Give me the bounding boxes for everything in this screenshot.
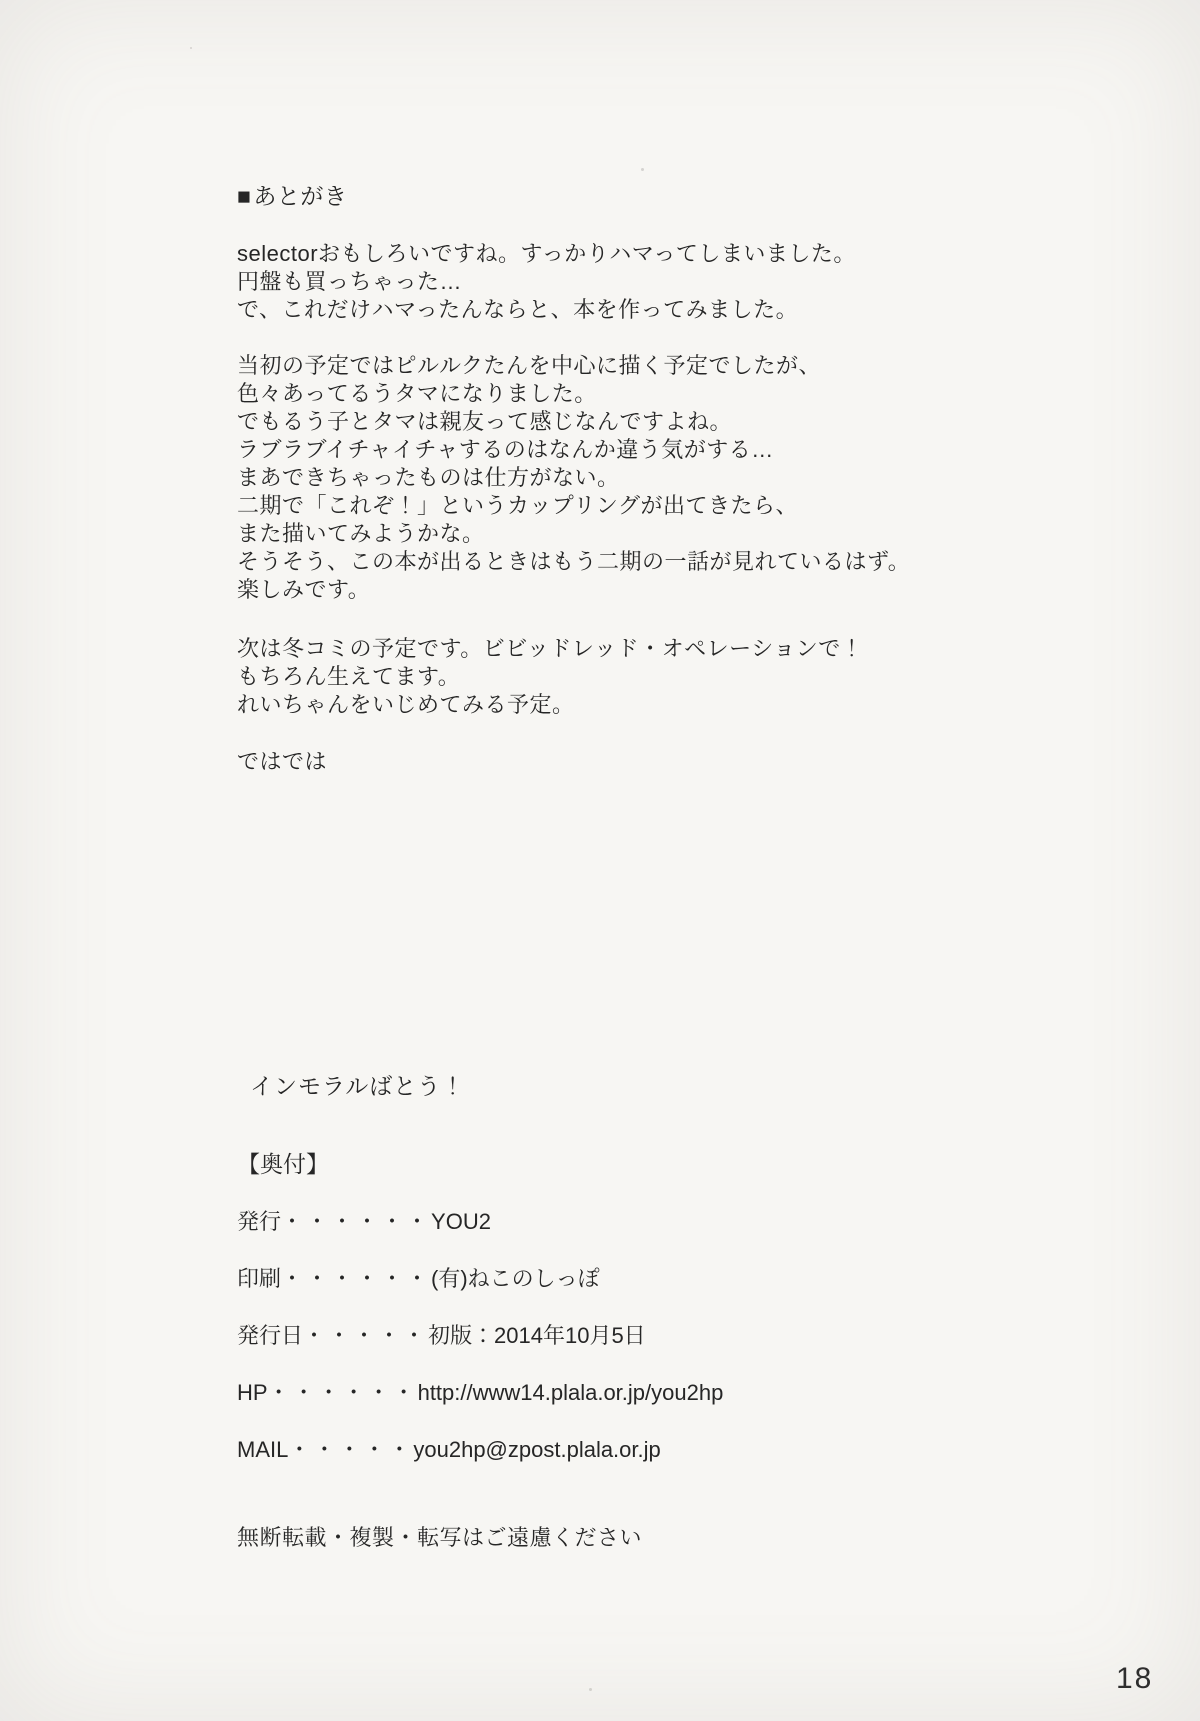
dot-leader: ・・・・・・ bbox=[281, 1209, 432, 1234]
paragraph-next-plans bbox=[237, 635, 910, 719]
text-line: で、これだけハマったんならと、本を作ってみました。 bbox=[237, 297, 799, 322]
colophon-row-date bbox=[237, 1322, 723, 1350]
colophon-value: 初版：2014年10月5日 bbox=[428, 1323, 646, 1348]
dot-leader: ・・・・・ bbox=[303, 1323, 429, 1348]
closing-line: ではでは bbox=[237, 749, 328, 774]
text-line: 二期で「これぞ！」というカップリングが出てきたら、 bbox=[237, 493, 798, 518]
colophon-heading: 【奥付】 bbox=[237, 1151, 329, 1177]
colophon-label: MAIL bbox=[237, 1437, 289, 1462]
afterword-heading bbox=[237, 182, 910, 210]
colophon-label: HP bbox=[237, 1380, 268, 1405]
text-line: そうそう、この本が出るときはもう二期の一話が見れているはず。 bbox=[237, 549, 911, 574]
text-line: もちろん生えてます。 bbox=[237, 664, 461, 689]
afterword-heading-text: あとがき bbox=[253, 183, 348, 209]
colophon-label: 発行日 bbox=[237, 1323, 304, 1348]
dot-leader: ・・・・・ bbox=[288, 1437, 414, 1462]
colophon-value-email: you2hp@zpost.plala.or.jp bbox=[413, 1437, 661, 1462]
scan-speck bbox=[589, 1688, 592, 1691]
scan-speck bbox=[641, 168, 644, 171]
dot-leader: ・・・・・・ bbox=[267, 1380, 418, 1405]
text-line: でもるう子とタマは親友って感じなんですよね。 bbox=[237, 409, 733, 434]
text-line: 円盤も買っちゃった… bbox=[237, 269, 463, 294]
paragraph-main bbox=[237, 352, 910, 604]
dot-leader: ・・・・・・ bbox=[281, 1266, 432, 1291]
text-line: れいちゃんをいじめてみる予定。 bbox=[237, 692, 575, 717]
text-line: 当初の予定ではピルルクたんを中心に描く予定でしたが、 bbox=[237, 353, 822, 378]
text-line: まあできちゃったものは仕方がない。 bbox=[237, 465, 620, 490]
text-line: 楽しみです。 bbox=[237, 577, 371, 602]
text-line: 次は冬コミの予定です。ビビッドレッド・オペレーションで！ bbox=[237, 636, 864, 661]
colophon-label: 発行 bbox=[237, 1209, 282, 1234]
copyright-notice: 無断転載・複製・転写はご遠慮ください bbox=[237, 1525, 643, 1550]
square-bullet-icon: ■ bbox=[237, 183, 252, 209]
colophon-row-mail bbox=[237, 1436, 723, 1464]
colophon-value: YOU2 bbox=[431, 1209, 491, 1234]
book-title: インモラルばとう！ bbox=[250, 1073, 466, 1099]
scan-speck bbox=[190, 47, 192, 49]
colophon-section bbox=[237, 1150, 723, 1493]
paragraph-intro bbox=[237, 240, 910, 324]
colophon-label: 印刷 bbox=[237, 1266, 282, 1291]
page-number: 18 bbox=[1116, 1662, 1154, 1695]
text-line: ラブラブイチャイチャするのはなんか違う気がする… bbox=[237, 437, 774, 462]
text-line: また描いてみようかな。 bbox=[237, 521, 485, 546]
colophon-value: (有)ねこのしっぽ bbox=[431, 1266, 600, 1291]
colophon-row-homepage bbox=[237, 1379, 723, 1407]
colophon-value-url: http://www14.plala.or.jp/you2hp bbox=[417, 1380, 724, 1405]
text-line: selectorおもしろいですね。すっかりハマってしまいました。 bbox=[237, 241, 856, 266]
colophon-row-printer bbox=[237, 1265, 723, 1293]
afterword-section bbox=[237, 182, 910, 776]
text-line: 色々あってるうタマになりました。 bbox=[237, 381, 597, 406]
colophon-row-publisher bbox=[237, 1208, 723, 1236]
